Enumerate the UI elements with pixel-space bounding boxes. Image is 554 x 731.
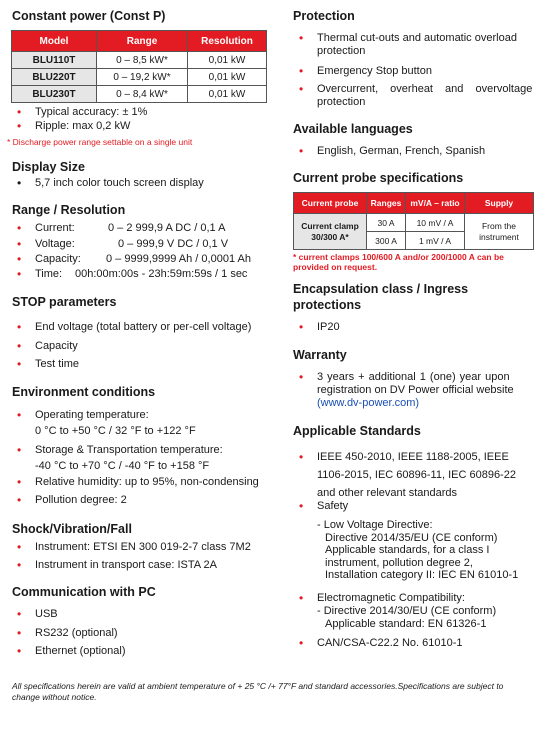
list-item: • Storage & Transportation temperature: -40 °C to +70 °C / -40 °F to +158 °F (17, 443, 223, 472)
list-item: • Emergency Stop button (299, 64, 432, 78)
encapsulation-title: Encapsulation class / Ingress protections (293, 282, 469, 312)
communication-title: Communication with PC (12, 585, 156, 599)
list-item: • Ripple: max 0,2 kW (17, 119, 131, 133)
list-item: • CAN/CSA-C22.2 No. 61010-1 (299, 636, 463, 650)
table-header: mV/A – ratio (406, 193, 465, 214)
table-row: 300 A 1 mV / A (294, 232, 534, 250)
languages-title: Available languages (293, 122, 413, 136)
probe-title: Current probe specifications (293, 171, 464, 185)
shock-title: Shock/Vibration/Fall (12, 522, 132, 536)
power-note: * Discharge power range settable on a single unit (7, 137, 193, 147)
list-item: • RS232 (optional) (17, 626, 118, 640)
display-size-title: Display Size (12, 160, 85, 174)
emc-details: - Directive 2014/30/EU (CE conform) Applicable standard: EN 61326-1 (317, 605, 497, 630)
list-item: • 5,7 inch color touch screen display (17, 176, 204, 190)
list-item: • Pollution degree: 2 (17, 493, 127, 507)
const-power-title: Constant power (Const P) (12, 9, 166, 23)
list-item: • Capacity (17, 339, 78, 353)
environment-title: Environment conditions (12, 385, 156, 399)
list-item: • IP20 (299, 320, 340, 334)
list-item: • USB (17, 607, 58, 621)
protection-title: Protection (293, 9, 355, 23)
standards-title: Applicable Standards (293, 424, 421, 438)
warranty-title: Warranty (293, 348, 347, 362)
table-header: Supply (465, 193, 534, 214)
table-row: BLU220T 0 – 19,2 kW* 0,01 kW (12, 69, 267, 86)
table-header: Model (12, 31, 97, 52)
list-item: • Instrument in transport case: ISTA 2A (17, 558, 217, 572)
list-item: • Safety (299, 499, 349, 513)
stop-parameters-title: STOP parameters (12, 295, 117, 309)
website-link[interactable]: (www.dv-power.com) (317, 397, 420, 409)
list-item: • Electromagnetic Compatibility: (299, 591, 465, 605)
list-item: • Thermal cut-outs and automatic overload protection (299, 31, 517, 57)
table-header: Resolution (188, 31, 267, 52)
list-item: • Time: 00h:00m:00s - 23h:59m:59s / 1 sec (17, 267, 248, 281)
probe-table (293, 192, 534, 250)
list-item: • Ethernet (optional) (17, 644, 126, 658)
list-item: • Current: 0 – 2 999,9 A DC / 0,1 A (17, 221, 226, 235)
list-item: • End voltage (total battery or per-cell voltage) (17, 320, 252, 334)
table-row: Current clamp 30/300 A* 30 A 10 mV / A From the instrument (294, 214, 534, 232)
list-item: • Typical accuracy: ± 1% (17, 105, 148, 119)
table-header: Ranges (367, 193, 406, 214)
range-resolution-title: Range / Resolution (12, 203, 126, 217)
probe-note: * current clamps 100/600 A and/or 200/1000 A can be provided on request. (293, 252, 504, 272)
list-item: • Operating temperature: 0 °C to +50 °C / 32 °F to +122 °F (17, 408, 196, 437)
const-power-table (11, 30, 267, 103)
safety-details: - Low Voltage Directive: Directive 2014/35/EU (CE conform) Applicable standards, for a class I instrument, pollution degree 2, Installation category II: IEC EN 61010-1 (317, 519, 519, 581)
table-row: BLU110T 0 – 8,5 kW* 0,01 kW (12, 52, 267, 69)
list-item: • IEEE 450-2010, IEEE 1188-2005, IEEE 1106-2015, IEC 60896-11, IEC 60896-22 and other relevant standards (299, 450, 516, 499)
list-item: • 3 years + additional 1 (one) year upon registration on DV Power official website (www.dv-power.com) (299, 370, 514, 409)
list-item: • Instrument: ETSI EN 300 019-2-7 class 7M2 (17, 540, 251, 554)
list-item: • Relative humidity: up to 95%, non-condensing (17, 475, 259, 489)
list-item: • Test time (17, 357, 80, 371)
list-item: • English, German, French, Spanish (299, 144, 486, 158)
table-header: Current probe (294, 193, 367, 214)
list-item: • Voltage: 0 – 999,9 V DC / 0,1 V (17, 237, 229, 251)
table-row: BLU230T 0 – 8,4 kW* 0,01 kW (12, 86, 267, 103)
table-header: Range (97, 31, 188, 52)
list-item: • Capacity: 0 – 9999,9999 Ah / 0,0001 Ah (17, 252, 251, 266)
list-item: • Overcurrent, overheat and overvoltage protection (299, 82, 533, 108)
footer-disclaimer: All specifications herein are valid at ambient temperature of + 25 °C /+ 77°F and standard accessories.Specifications are subject to change without notice. (12, 681, 504, 702)
